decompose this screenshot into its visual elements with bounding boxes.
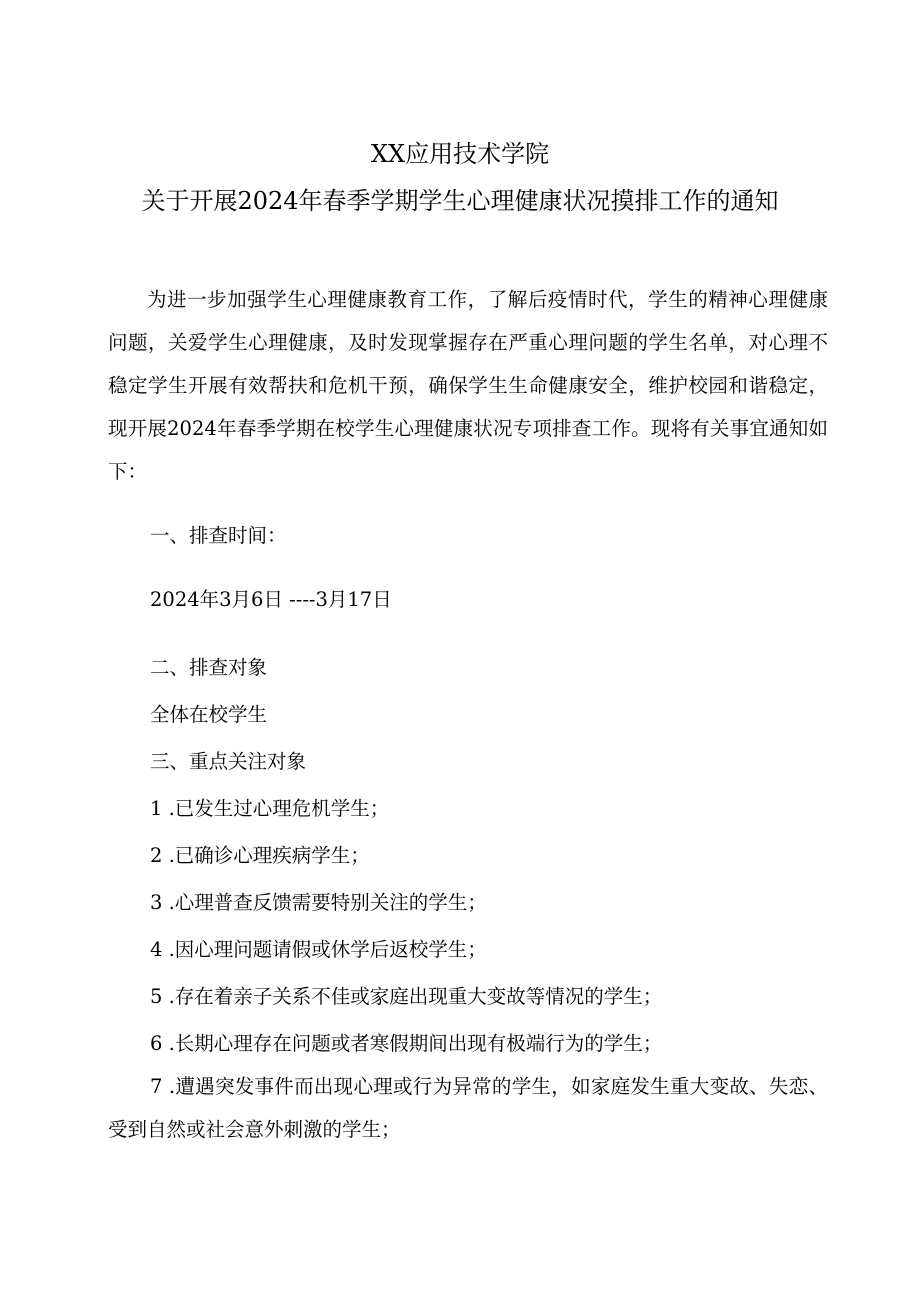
focus-item-4: 4 .因心理问题请假或休学后返校学生；	[150, 938, 487, 961]
focus-item-3: 3 .心理普查反馈需要特别关注的学生；	[150, 891, 487, 914]
section-heading-targets: 二、排查对象	[150, 656, 268, 679]
intro-paragraph: 为进一步加强学生心理健康教育工作，了解后疫情时代，学生的精神心理健康问题，关爱学生心理健康，及时发现掌握存在严重心理问题的学生名单，对心理不稳定学生开展有效帮扶和危机干预，确保学生生命健康安全，维护校园和谐稳定，现开展2024年春季学期在校学生心理健康状况专项排查工作。现将有关事宜通知如下：	[108, 288, 828, 483]
institution-title: XX应用技术学院	[370, 140, 550, 168]
section-heading-time: 一、排查时间：	[150, 524, 287, 547]
document-body	[108, 278, 828, 1151]
notice-title: 关于开展2024年春季学期学生心理健康状况摸排工作的通知	[141, 187, 779, 215]
document-title	[0, 134, 920, 221]
focus-item-1: 1 .已发生过心理危机学生；	[150, 797, 390, 820]
investigation-dates: 2024年3月6日 ----3月17日	[150, 588, 392, 611]
focus-item-5: 5 .存在着亲子关系不佳或家庭出现重大变故等情况的学生；	[150, 985, 663, 1008]
focus-item-6: 6 .长期心理存在问题或者寒假期间出现有极端行为的学生；	[150, 1032, 663, 1055]
focus-item-7: 7 .遭遇突发事件而出现心理或行为异常的学生，如家庭发生重大变故、失恋、受到自然或社会意外刺激的学生；	[108, 1075, 828, 1141]
focus-item-2: 2 .已确诊心理疾病学生；	[150, 844, 370, 867]
target-scope: 全体在校学生	[150, 703, 268, 726]
section-heading-focus: 三、重点关注对象	[150, 750, 307, 773]
